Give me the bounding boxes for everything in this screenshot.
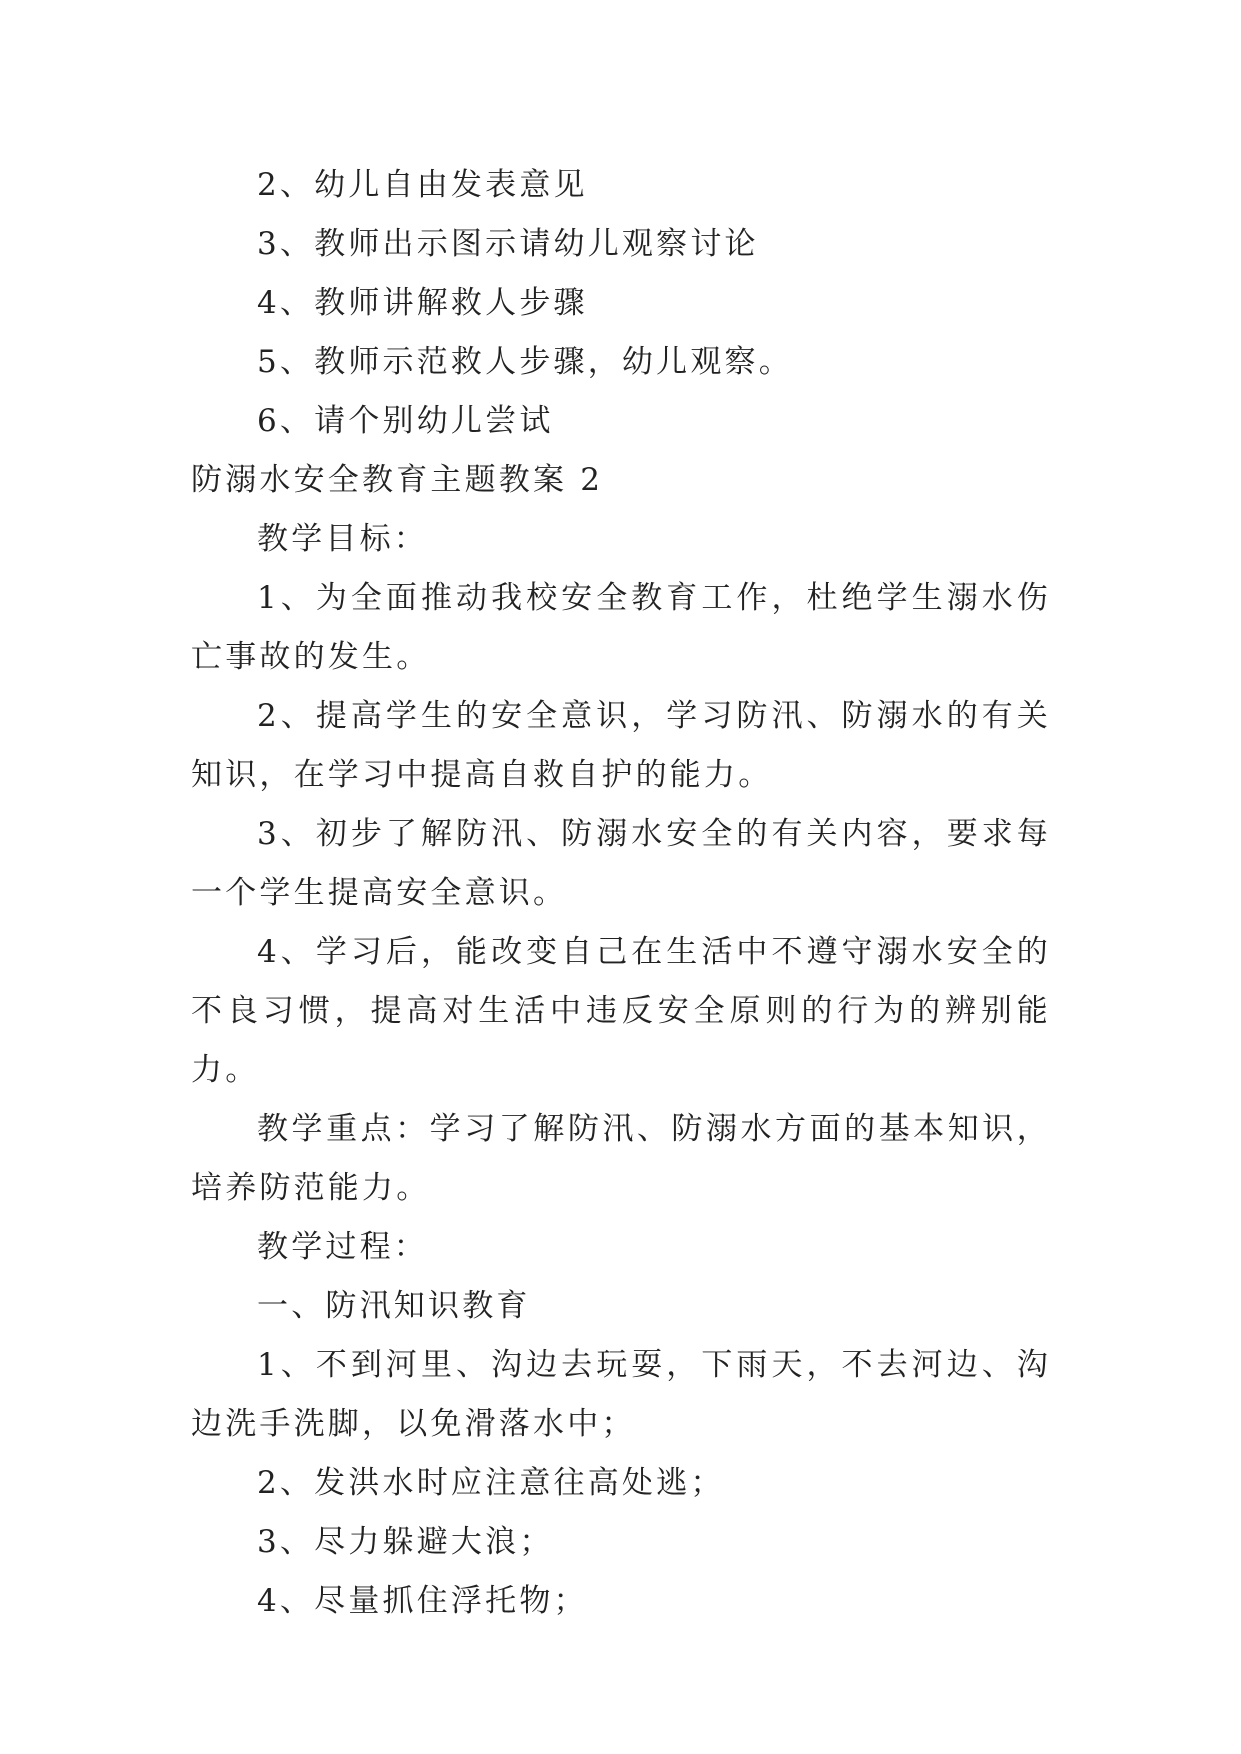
paragraph-flood-item-1: 1、不到河里、沟边去玩耍，下雨天，不去河边、沟边洗手洗脚，以免滑落水中； <box>191 1347 1051 1442</box>
document-body <box>191 156 1051 1631</box>
paragraph-flood-item-2: 2、发洪水时应注意往高处逃； <box>257 1465 725 1501</box>
paragraph-process-label: 教学过程： <box>257 1229 428 1265</box>
section-title: 防溺水安全教育主题教案 2 <box>191 462 604 498</box>
paragraph-flood-item-4: 4、尽量抓住浮托物； <box>257 1583 588 1619</box>
paragraph-step-5: 5、教师示范救人步骤，幼儿观察。 <box>257 344 793 380</box>
paragraph-step-6: 6、请个别幼儿尝试 <box>257 403 554 439</box>
paragraph-objective-2: 2、提高学生的安全意识，学习防汛、防溺水的有关知识，在学习中提高自救自护的能力。 <box>191 698 1051 793</box>
paragraph-objective-3: 3、初步了解防汛、防溺水安全的有关内容，要求每一个学生提高安全意识。 <box>191 816 1051 911</box>
paragraph-flood-item-3: 3、尽力躲避大浪； <box>257 1524 554 1560</box>
paragraph-objective-4: 4、学习后，能改变自己在生活中不遵守溺水安全的不良习惯，提高对生活中违反安全原则的行为的辨别能力。 <box>191 934 1051 1088</box>
paragraph-objectives-label: 教学目标： <box>257 521 428 557</box>
paragraph-step-4: 4、教师讲解救人步骤 <box>257 285 588 321</box>
paragraph-step-3: 3、教师出示图示请幼儿观察讨论 <box>257 226 759 262</box>
paragraph-flood-section: 一、防汛知识教育 <box>257 1288 531 1324</box>
paragraph-step-2: 2、幼儿自由发表意见 <box>257 167 588 203</box>
paragraph-objective-1: 1、为全面推动我校安全教育工作，杜绝学生溺水伤亡事故的发生。 <box>191 580 1051 675</box>
paragraph-key-points: 教学重点：学习了解防汛、防溺水方面的基本知识，培养防范能力。 <box>191 1111 1051 1206</box>
